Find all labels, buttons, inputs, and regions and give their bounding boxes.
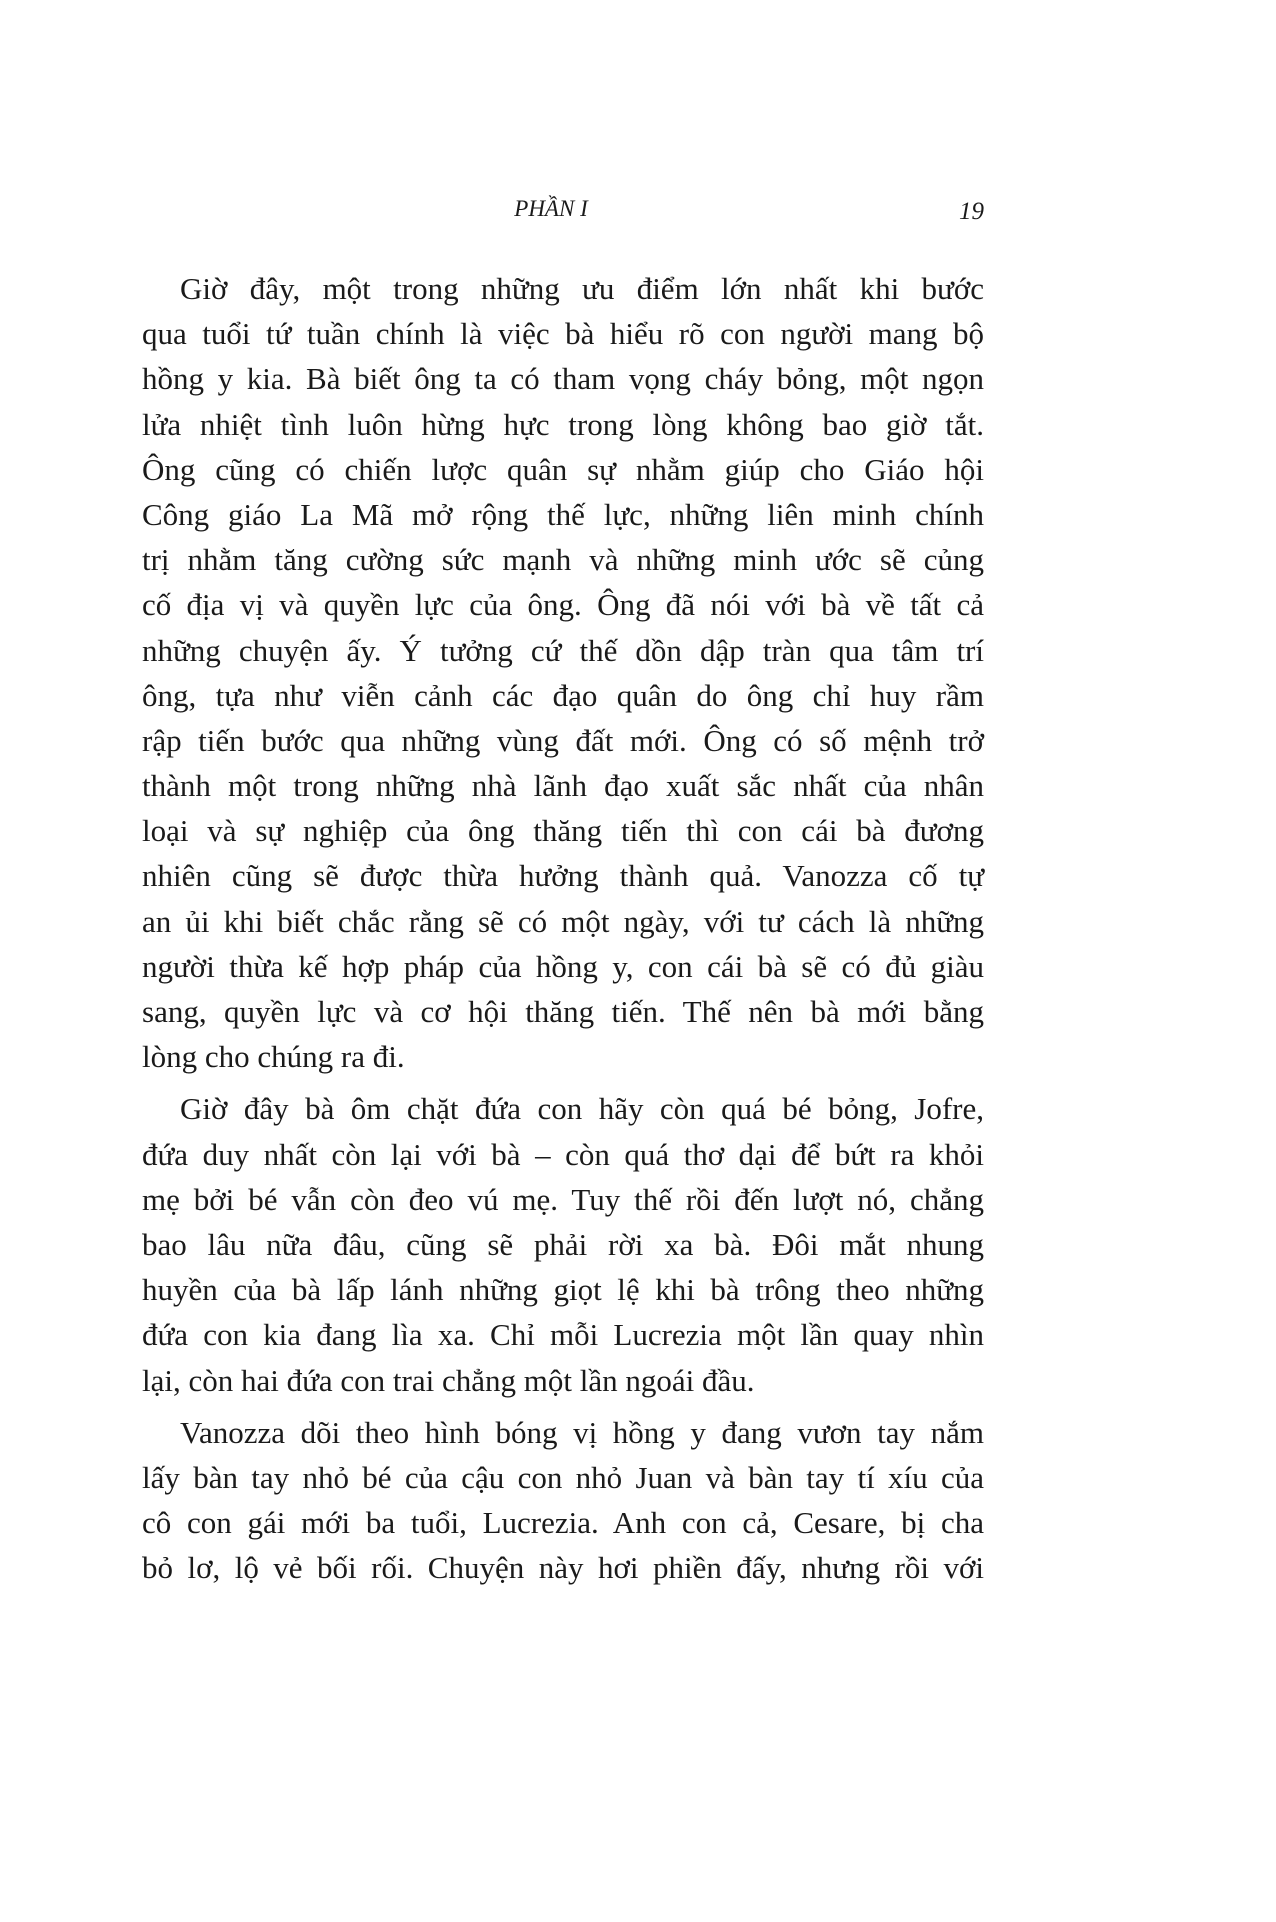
- text-line: Giờ đây bà ôm chặt đứa con hãy còn quá bé bỏng, Jofre,: [180, 1091, 984, 1127]
- text-line: rập tiến bước qua những vùng đất mới. Ông có số mệnh trở: [142, 722, 984, 758]
- text-line: lửa nhiệt tình luôn hừng hực trong lòng không bao giờ tắt.: [142, 406, 984, 442]
- text-line: đứa con kia đang lìa xa. Chỉ mỗi Lucrezia một lần quay nhìn: [142, 1317, 984, 1353]
- text-line: đứa duy nhất còn lại với bà – còn quá thơ dại để bứt ra khỏi: [142, 1136, 984, 1172]
- text-line: mẹ bởi bé vẫn còn đeo vú mẹ. Tuy thế rồi đến lượt nó, chẳng: [142, 1181, 984, 1217]
- text-line: lấy bàn tay nhỏ bé của cậu con nhỏ Juan và bàn tay tí xíu của: [142, 1459, 984, 1495]
- text-line: lại, còn hai đứa con trai chẳng một lần ngoái đầu.: [142, 1362, 755, 1398]
- running-head: [142, 196, 984, 230]
- text-line: huyền của bà lấp lánh những giọt lệ khi bà trông theo những: [142, 1272, 984, 1308]
- text-line: thành một trong những nhà lãnh đạo xuất sắc nhất của nhân: [142, 768, 984, 804]
- paragraph: [142, 1410, 984, 1591]
- text-line: loại và sự nghiệp của ông thăng tiến thì con cái bà đương: [142, 813, 984, 849]
- text-line: hồng y kia. Bà biết ông ta có tham vọng cháy bỏng, một ngọn: [142, 361, 984, 397]
- text-line: Giờ đây, một trong những ưu điểm lớn nhất khi bước: [180, 271, 984, 306]
- text-line: ông, tựa như viễn cảnh các đạo quân do ông chỉ huy rầm: [142, 677, 984, 713]
- text-line: Vanozza dõi theo hình bóng vị hồng y đang vươn tay nắm: [180, 1414, 984, 1450]
- page-number: 19: [959, 198, 984, 225]
- text-line: Ông cũng có chiến lược quân sự nhằm giúp cho Giáo hội: [142, 451, 984, 487]
- text-line: an ủi khi biết chắc rằng sẽ có một ngày, với tư cách là những: [142, 903, 984, 939]
- text-line: cô con gái mới ba tuổi, Lucrezia. Anh con cả, Cesare, bị cha: [142, 1505, 984, 1541]
- text-line: lòng cho chúng ra đi.: [142, 1039, 405, 1075]
- text-line: nhiên cũng sẽ được thừa hưởng thành quả. Vanozza cố tự: [142, 858, 984, 894]
- text-line: qua tuổi tứ tuần chính là việc bà hiểu rõ con người mang bộ: [142, 316, 984, 352]
- text-line: cố địa vị và quyền lực của ông. Ông đã nói với bà về tất cả: [142, 587, 984, 623]
- body-text: [142, 266, 984, 1597]
- text-line: Công giáo La Mã mở rộng thế lực, những liên minh chính: [142, 496, 984, 532]
- text-line: trị nhằm tăng cường sức mạnh và những minh ước sẽ củng: [142, 542, 984, 578]
- text-line: bao lâu nữa đâu, cũng sẽ phải rời xa bà. Đôi mắt nhung: [142, 1226, 984, 1262]
- paragraph: [142, 266, 984, 1079]
- text-line: bỏ lơ, lộ vẻ bối rối. Chuyện này hơi phiền đấy, nhưng rồi với: [142, 1550, 984, 1586]
- text-line: những chuyện ấy. Ý tưởng cứ thế dồn dập tràn qua tâm trí: [142, 632, 984, 668]
- section-title: PHẦN I: [514, 196, 588, 221]
- text-line: người thừa kế hợp pháp của hồng y, con cái bà sẽ có đủ giàu: [142, 948, 984, 984]
- text-line: sang, quyền lực và cơ hội thăng tiến. Thế nên bà mới bằng: [142, 994, 984, 1029]
- paragraph: [142, 1086, 984, 1402]
